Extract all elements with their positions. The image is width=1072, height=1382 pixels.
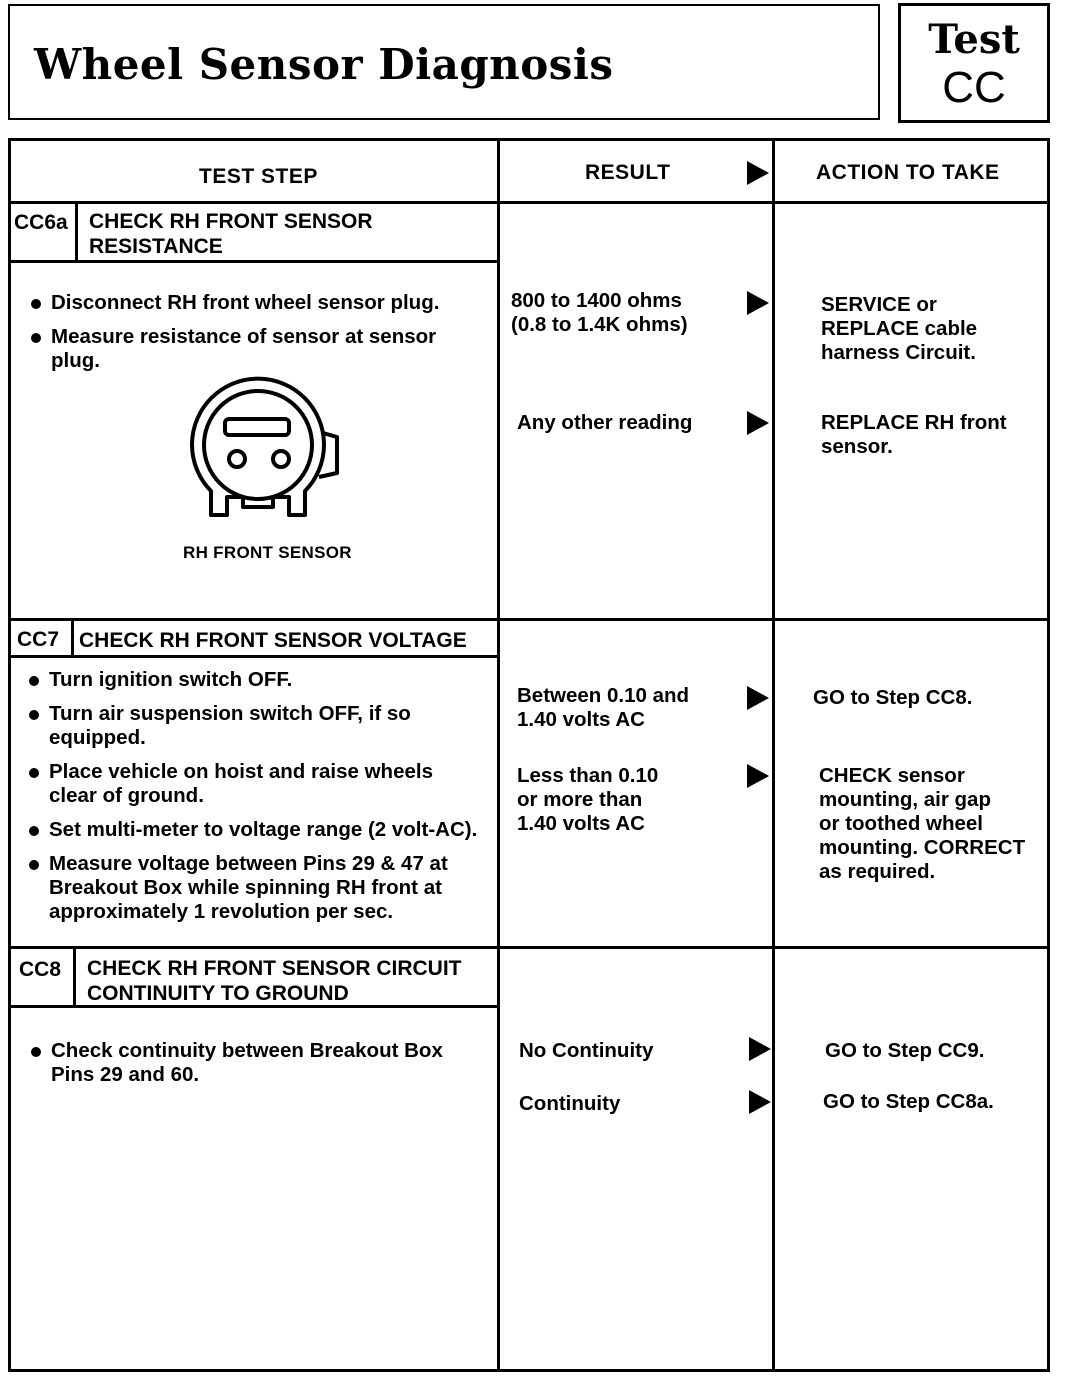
- result-text: Continuity: [519, 1092, 621, 1115]
- step-divider: [11, 946, 1047, 949]
- arrow-icon: [749, 1090, 771, 1114]
- step-cc6a-instructions: [31, 291, 481, 383]
- column-header-test-step: TEST STEP: [199, 165, 318, 188]
- arrow-icon: [749, 1037, 771, 1061]
- action-text: GO to Step CC8.: [813, 686, 973, 709]
- result-text: Less than 0.10 or more than 1.40 volts AC: [517, 764, 659, 835]
- arrow-icon: [747, 161, 769, 185]
- test-label: Test: [928, 16, 1020, 63]
- arrow-icon: [747, 291, 769, 315]
- arrow-icon: [747, 411, 769, 435]
- diagnosis-table: [8, 138, 1050, 1372]
- test-code-box: [898, 3, 1050, 123]
- list-item: Set multi-meter to voltage range (2 volt-AC).: [29, 818, 479, 842]
- step-title-divider: [11, 260, 497, 263]
- action-text: CHECK sensor mounting, air gap or toothed wheel mounting. CORRECT as required.: [819, 764, 1026, 883]
- step-id-divider: [71, 621, 74, 655]
- list-item: Place vehicle on hoist and raise wheels clear of ground.: [29, 760, 479, 808]
- result-text: Between 0.10 and 1.40 volts AC: [517, 684, 690, 731]
- step-id-cc6a: CC6a: [14, 211, 68, 234]
- arrow-icon: [747, 686, 769, 710]
- list-item: Measure voltage between Pins 29 & 47 at Breakout Box while spinning RH front at approximately 1 revolution per sec.: [29, 852, 479, 924]
- result-text: 800 to 1400 ohms (0.8 to 1.4K ohms): [511, 289, 688, 336]
- column-divider: [772, 141, 775, 1369]
- action-text: GO to Step CC9.: [825, 1039, 985, 1062]
- step-id-cc8: CC8: [19, 958, 62, 981]
- title-box: [8, 4, 880, 120]
- column-divider: [497, 141, 500, 1369]
- step-title-divider: [11, 1005, 497, 1008]
- step-title-cc6a: CHECK RH FRONT SENSOR RESISTANCE: [89, 210, 373, 258]
- list-item: Disconnect RH front wheel sensor plug.: [31, 291, 481, 315]
- step-title-cc7: CHECK RH FRONT SENSOR VOLTAGE: [79, 629, 467, 652]
- step-title-cc8: CHECK RH FRONT SENSOR CIRCUIT CONTINUITY TO GROUND: [87, 957, 462, 1005]
- step-cc7-instructions: [29, 668, 479, 934]
- step-id-divider: [75, 204, 78, 260]
- test-code: CC: [942, 63, 1006, 112]
- action-text: REPLACE RH front sensor.: [821, 411, 1007, 458]
- header-divider: [11, 201, 1047, 204]
- result-text: Any other reading: [517, 411, 693, 434]
- page-title: Wheel Sensor Diagnosis: [34, 40, 614, 89]
- step-id-cc7: CC7: [17, 628, 60, 651]
- list-item: Turn air suspension switch OFF, if so equipped.: [29, 702, 479, 750]
- step-title-divider: [11, 655, 497, 658]
- list-item: Check continuity between Breakout Box Pins 29 and 60.: [31, 1039, 481, 1087]
- figure-caption: RH FRONT SENSOR: [183, 543, 352, 562]
- sensor-connector-icon: [187, 373, 343, 529]
- column-header-action: ACTION TO TAKE: [816, 161, 1000, 184]
- list-item: Measure resistance of sensor at sensor plug.: [31, 325, 481, 373]
- list-item: Turn ignition switch OFF.: [29, 668, 479, 692]
- column-header-result: RESULT: [585, 161, 671, 184]
- action-text: GO to Step CC8a.: [823, 1090, 994, 1113]
- step-cc8-instructions: [31, 1039, 481, 1097]
- action-text: SERVICE or REPLACE cable harness Circuit.: [821, 293, 978, 364]
- step-id-divider: [73, 949, 76, 1005]
- result-text: No Continuity: [519, 1039, 654, 1062]
- arrow-icon: [747, 764, 769, 788]
- step-divider: [11, 618, 1047, 621]
